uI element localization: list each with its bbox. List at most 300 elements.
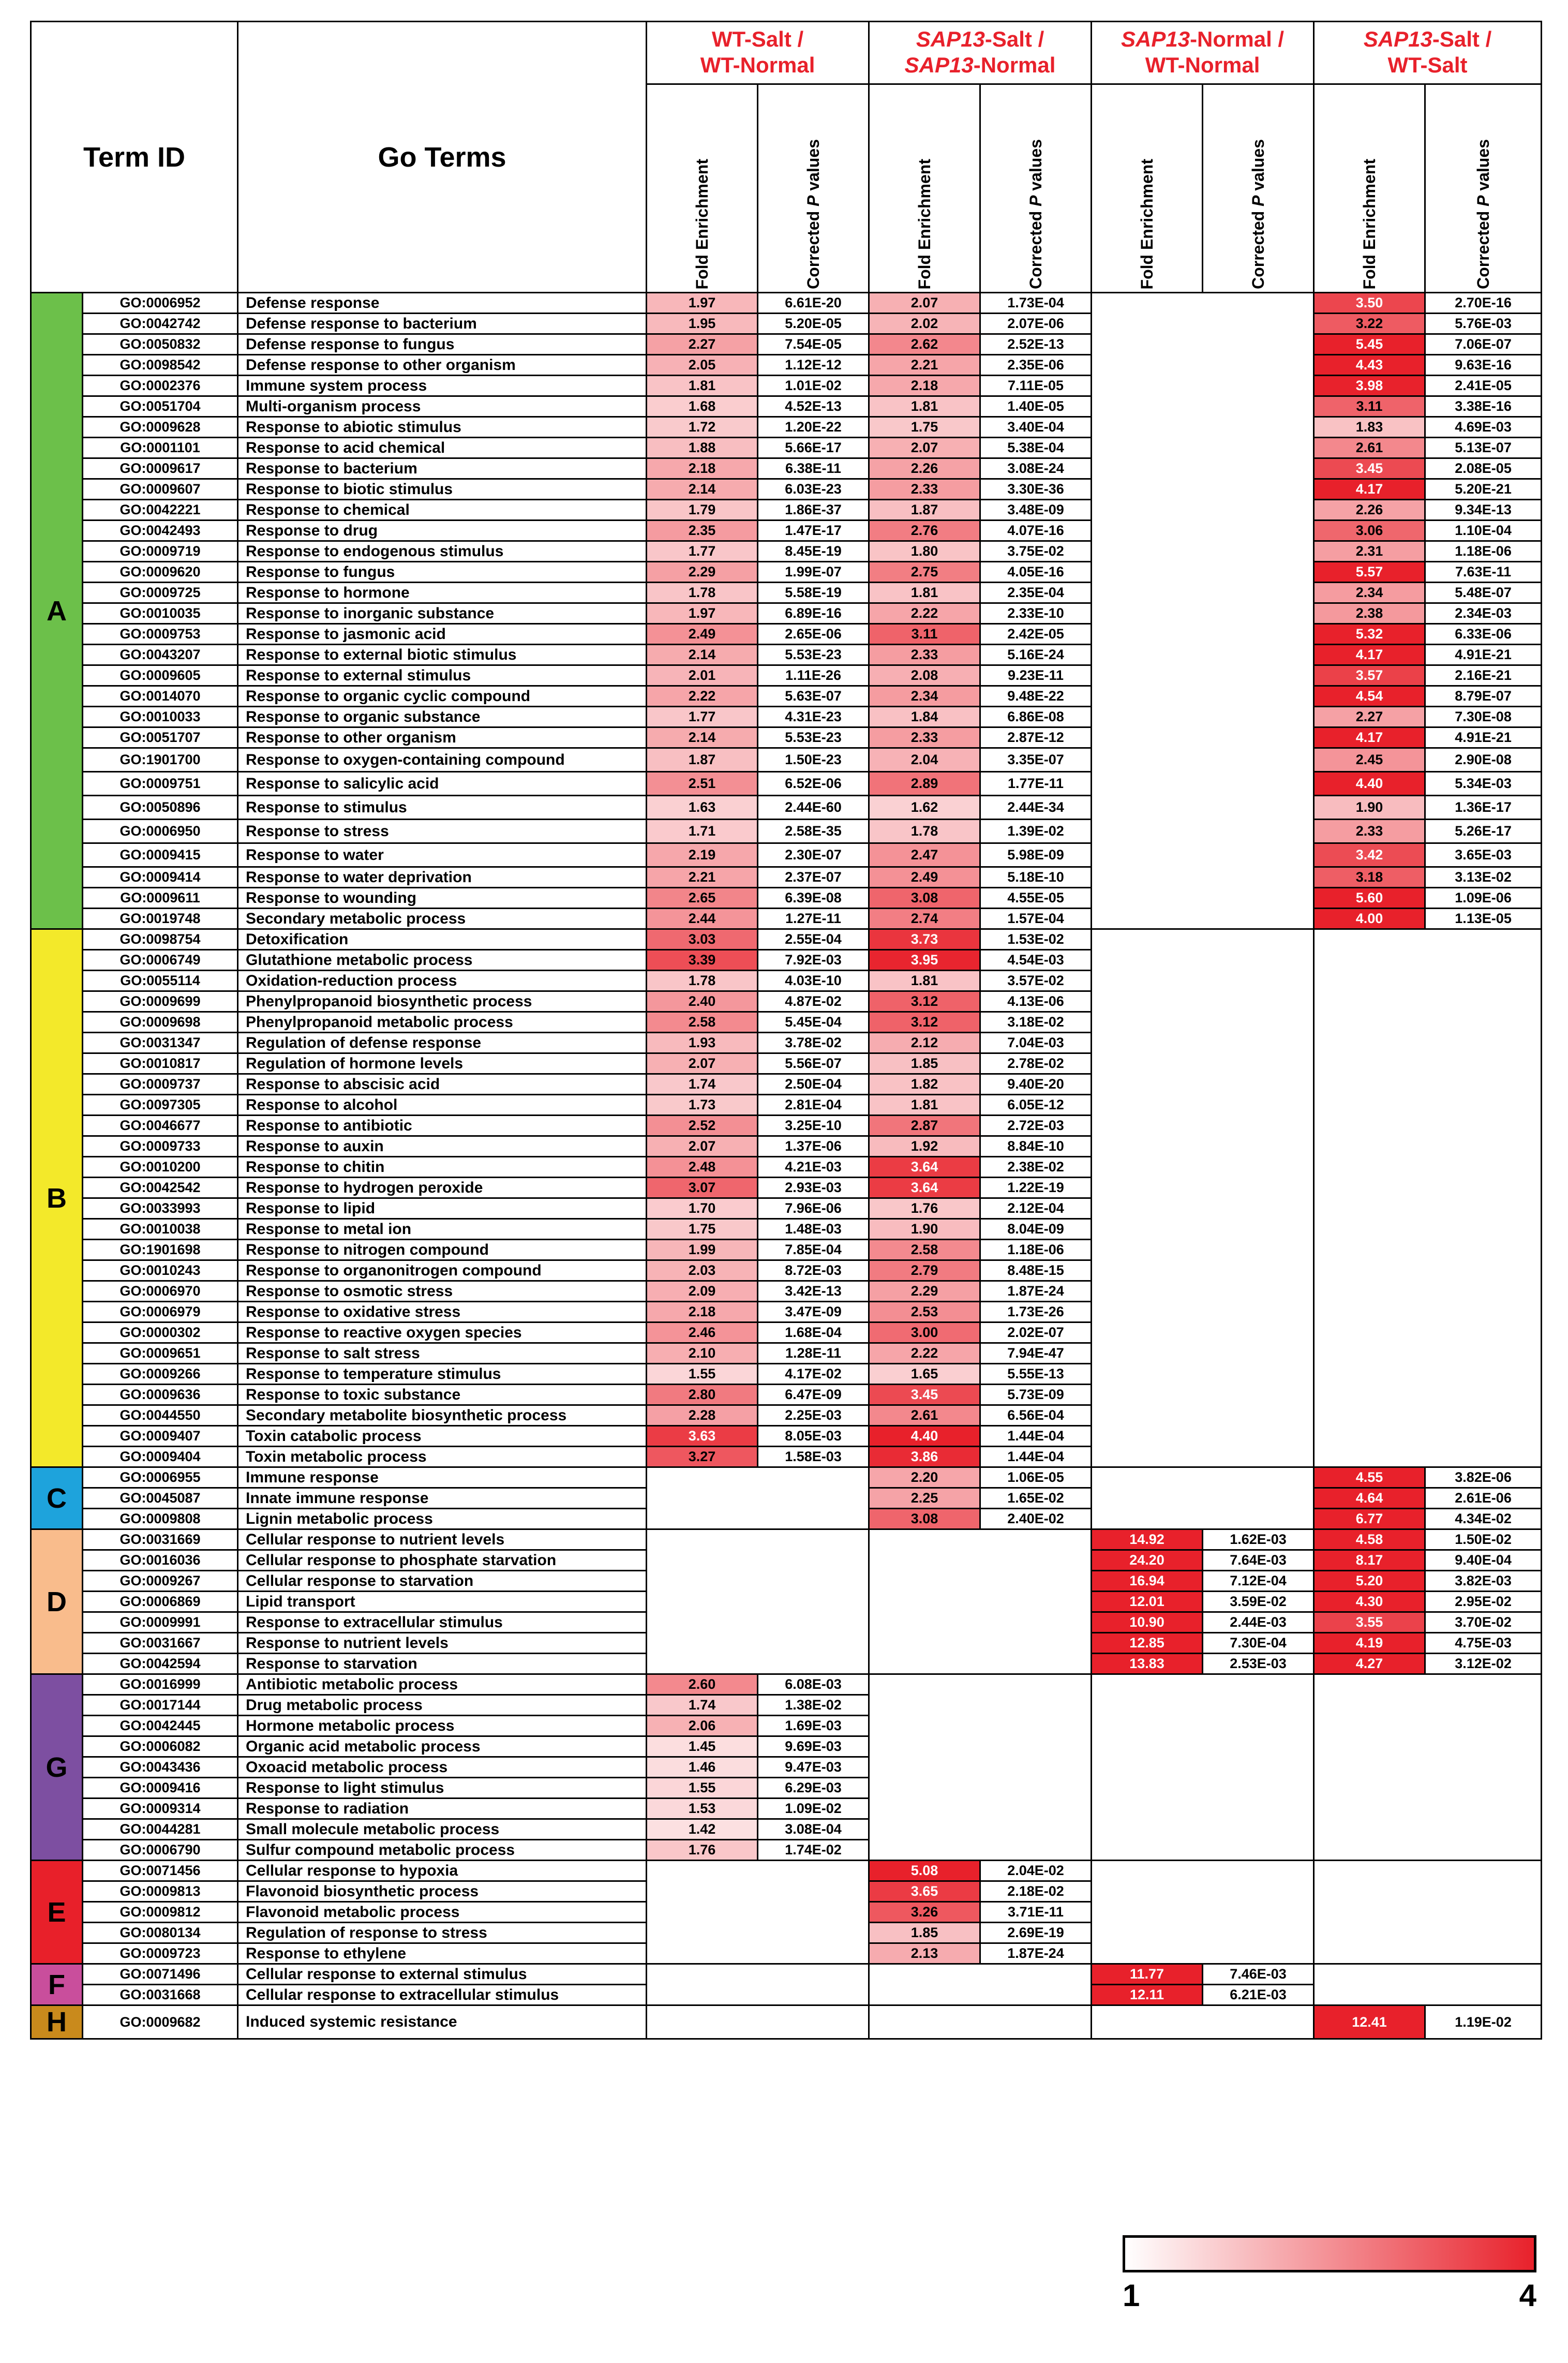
corrected-p-value: 1.09E-06 (1425, 888, 1542, 909)
term-id: GO:0009723 (83, 1943, 238, 1964)
corrected-p-value: 7.11E-05 (980, 376, 1092, 396)
corrected-p-value: 2.35E-06 (980, 355, 1092, 376)
go-enrichment-table-wrapper (30, 21, 1541, 2040)
table-row (31, 2005, 1542, 2039)
fold-enrichment-value: 1.68 (647, 396, 758, 417)
corrected-p-value: 1.53E-02 (980, 929, 1092, 950)
corrected-p-value: 2.95E-02 (1425, 1592, 1542, 1612)
corrected-p-value: 5.20E-05 (758, 314, 869, 334)
corrected-p-value: 6.61E-20 (758, 293, 869, 314)
fold-enrichment-value: 12.11 (1092, 1985, 1203, 2005)
go-term: Response to chitin (238, 1157, 647, 1178)
corrected-p-value: 7.96E-06 (758, 1198, 869, 1219)
go-term: Response to toxic substance (238, 1385, 647, 1405)
empty-block (647, 2005, 869, 2039)
empty-block (1092, 293, 1314, 929)
fold-enrichment-value: 2.44 (647, 909, 758, 929)
fold-enrichment-value: 4.55 (1314, 1467, 1425, 1488)
fold-enrichment-value: 1.84 (869, 707, 980, 727)
corrected-p-value: 1.44E-04 (980, 1426, 1092, 1447)
fold-enrichment-value: 1.74 (647, 1074, 758, 1095)
fold-enrichment-value: 2.07 (869, 438, 980, 458)
fold-enrichment-value: 1.81 (869, 583, 980, 603)
corrected-p-value: 4.75E-03 (1425, 1633, 1542, 1654)
corrected-p-value: 7.94E-47 (980, 1343, 1092, 1364)
corrected-p-value: 2.33E-10 (980, 603, 1092, 624)
fold-enrichment-value: 2.04 (869, 748, 980, 772)
fold-enrichment-value: 12.01 (1092, 1592, 1203, 1612)
corrected-p-value: 2.12E-04 (980, 1198, 1092, 1219)
table-row (31, 500, 1542, 521)
corrected-p-value: 1.01E-02 (758, 376, 869, 396)
fold-enrichment-value: 2.33 (869, 479, 980, 500)
term-id: GO:0042542 (83, 1178, 238, 1198)
fold-enrichment-value: 3.08 (869, 1509, 980, 1529)
category-a: A (31, 293, 83, 929)
corrected-p-value: 7.04E-03 (980, 1033, 1092, 1053)
fold-enrichment-value: 2.76 (869, 521, 980, 541)
empty-block (869, 1529, 1092, 1674)
fold-enrichment-value: 6.77 (1314, 1509, 1425, 1529)
corrected-p-value: 1.58E-03 (758, 1447, 869, 1467)
go-term: Response to osmotic stress (238, 1281, 647, 1302)
term-id: GO:0009812 (83, 1902, 238, 1923)
term-id: GO:0009813 (83, 1881, 238, 1902)
corrected-p-value: 4.03E-10 (758, 971, 869, 991)
corrected-p-value: 3.47E-09 (758, 1302, 869, 1322)
go-term: Cellular response to phosphate starvation (238, 1550, 647, 1571)
corrected-p-value: 5.18E-10 (980, 867, 1092, 888)
go-term: Response to water (238, 843, 647, 867)
corrected-p-value: 2.35E-04 (980, 583, 1092, 603)
term-id: GO:0010817 (83, 1053, 238, 1074)
corrected-p-value: 9.69E-03 (758, 1736, 869, 1757)
corrected-p-value: 1.12E-12 (758, 355, 869, 376)
corrected-p-value: 5.34E-03 (1425, 772, 1542, 796)
corrected-p-value: 1.74E-02 (758, 1840, 869, 1861)
fold-enrichment-value: 2.27 (647, 334, 758, 355)
fold-enrichment-value: 2.10 (647, 1343, 758, 1364)
category-b: B (31, 929, 83, 1467)
table-row (31, 1861, 1542, 1881)
go-term: Secondary metabolite biosynthetic process (238, 1405, 647, 1426)
go-term: Toxin metabolic process (238, 1447, 647, 1467)
go-term: Response to radiation (238, 1799, 647, 1819)
corrected-p-value: 1.87E-24 (980, 1281, 1092, 1302)
table-row (31, 686, 1542, 707)
term-id: GO:0031667 (83, 1633, 238, 1654)
go-term: Response to water deprivation (238, 867, 647, 888)
corrected-p-value: 6.89E-16 (758, 603, 869, 624)
term-id: GO:0031347 (83, 1033, 238, 1053)
go-terms-header: Go Terms (238, 22, 647, 293)
corrected-p-value: 7.54E-05 (758, 334, 869, 355)
corrected-p-value: 1.50E-23 (758, 748, 869, 772)
term-id: GO:0009605 (83, 665, 238, 686)
term-id: GO:0009267 (83, 1571, 238, 1592)
fold-enrichment-value: 2.49 (647, 624, 758, 645)
corrected-p-header (758, 84, 869, 293)
fold-enrichment-value: 2.52 (647, 1116, 758, 1136)
corrected-p-value: 9.40E-04 (1425, 1550, 1542, 1571)
corrected-p-value: 3.08E-04 (758, 1819, 869, 1840)
corrected-p-value: 1.27E-11 (758, 909, 869, 929)
fold-enrichment-value: 3.03 (647, 929, 758, 950)
empty-block (1314, 1964, 1542, 2005)
corrected-p-value: 1.73E-04 (980, 293, 1092, 314)
corrected-p-label: Corrected P values (1474, 139, 1493, 289)
corrected-p-value: 5.76E-03 (1425, 314, 1542, 334)
comparison-header: SAP13-Salt / SAP13-Normal (869, 22, 1092, 84)
table-row (31, 334, 1542, 355)
fold-enrichment-value: 1.99 (647, 1240, 758, 1260)
fold-enrichment-value: 2.12 (869, 1033, 980, 1053)
corrected-p-value: 5.66E-17 (758, 438, 869, 458)
table-row (31, 909, 1542, 929)
fold-enrichment-value: 1.83 (1314, 417, 1425, 438)
corrected-p-label: Corrected P values (1249, 139, 1268, 289)
term-id: GO:0019748 (83, 909, 238, 929)
table-row (31, 314, 1542, 334)
fold-enrichment-value: 2.61 (869, 1405, 980, 1426)
fold-enrichment-value: 3.27 (647, 1447, 758, 1467)
go-term: Innate immune response (238, 1488, 647, 1509)
corrected-p-value: 4.52E-13 (758, 396, 869, 417)
corrected-p-value: 1.06E-05 (980, 1467, 1092, 1488)
term-id: GO:0009611 (83, 888, 238, 909)
fold-enrichment-label: Fold Enrichment (1138, 158, 1157, 289)
term-id: GO:0010035 (83, 603, 238, 624)
corrected-p-value: 9.63E-16 (1425, 355, 1542, 376)
fold-enrichment-value: 2.58 (647, 1012, 758, 1033)
table-row (31, 624, 1542, 645)
term-id: GO:0010200 (83, 1157, 238, 1178)
fold-enrichment-value: 1.81 (869, 1095, 980, 1116)
go-term: Response to extracellular stimulus (238, 1612, 647, 1633)
fold-enrichment-value: 3.95 (869, 950, 980, 971)
corrected-p-value: 2.40E-02 (980, 1509, 1092, 1529)
fold-enrichment-value: 2.34 (1314, 583, 1425, 603)
fold-enrichment-value: 2.21 (869, 355, 980, 376)
fold-enrichment-value: 1.46 (647, 1757, 758, 1778)
fold-enrichment-value: 1.85 (869, 1053, 980, 1074)
go-term: Response to salicylic acid (238, 772, 647, 796)
fold-enrichment-label: Fold Enrichment (693, 158, 712, 289)
corrected-p-value: 3.75E-02 (980, 541, 1092, 562)
corrected-p-value: 7.64E-03 (1203, 1550, 1314, 1571)
term-id: GO:0006790 (83, 1840, 238, 1861)
corrected-p-value: 3.48E-09 (980, 500, 1092, 521)
category-h: H (31, 2005, 83, 2039)
table-row (31, 479, 1542, 500)
term-id: GO:0006950 (83, 820, 238, 843)
table-row (31, 1529, 1542, 1550)
empty-block (869, 2005, 1092, 2039)
term-id: GO:0051707 (83, 727, 238, 748)
go-term: Multi-organism process (238, 396, 647, 417)
corrected-p-value: 5.38E-04 (980, 438, 1092, 458)
term-id: GO:0042221 (83, 500, 238, 521)
corrected-p-value: 1.73E-26 (980, 1302, 1092, 1322)
term-id: GO:0009733 (83, 1136, 238, 1157)
term-id: GO:0009620 (83, 562, 238, 583)
empty-block (1092, 2005, 1314, 2039)
term-id: GO:0006979 (83, 1302, 238, 1322)
corrected-p-value: 4.05E-16 (980, 562, 1092, 583)
legend-max-label: 4 (1519, 2278, 1536, 2313)
fold-enrichment-value: 2.05 (647, 355, 758, 376)
term-id: GO:0033993 (83, 1198, 238, 1219)
corrected-p-value: 3.65E-03 (1425, 843, 1542, 867)
term-id: GO:0006970 (83, 1281, 238, 1302)
table-row (31, 541, 1542, 562)
fold-enrichment-value: 2.02 (869, 314, 980, 334)
empty-block (1092, 1674, 1314, 1861)
fold-enrichment-header (1092, 84, 1203, 293)
corrected-p-value: 1.44E-04 (980, 1447, 1092, 1467)
fold-enrichment-value: 2.47 (869, 843, 980, 867)
term-id: GO:0050896 (83, 796, 238, 820)
corrected-p-value: 1.99E-07 (758, 562, 869, 583)
fold-enrichment-value: 4.43 (1314, 355, 1425, 376)
go-term: Response to bacterium (238, 458, 647, 479)
corrected-p-value: 1.36E-17 (1425, 796, 1542, 820)
fold-enrichment-value: 3.86 (869, 1447, 980, 1467)
corrected-p-value: 2.18E-02 (980, 1881, 1092, 1902)
go-term: Response to lipid (238, 1198, 647, 1219)
corrected-p-value: 2.44E-34 (980, 796, 1092, 820)
fold-enrichment-value: 2.07 (647, 1136, 758, 1157)
corrected-p-value: 1.20E-22 (758, 417, 869, 438)
corrected-p-value: 4.13E-06 (980, 991, 1092, 1012)
go-term: Defense response to fungus (238, 334, 647, 355)
color-scale-legend (1123, 2235, 1536, 2313)
corrected-p-value: 2.52E-13 (980, 334, 1092, 355)
empty-block (869, 1674, 1092, 1861)
go-term: Defense response to other organism (238, 355, 647, 376)
fold-enrichment-value: 2.01 (647, 665, 758, 686)
go-term: Response to light stimulus (238, 1778, 647, 1799)
corrected-p-value: 6.47E-09 (758, 1385, 869, 1405)
fold-enrichment-value: 4.40 (1314, 772, 1425, 796)
fold-enrichment-value: 3.45 (869, 1385, 980, 1405)
fold-enrichment-value: 2.18 (869, 376, 980, 396)
fold-enrichment-value: 1.87 (869, 500, 980, 521)
go-term: Response to wounding (238, 888, 647, 909)
term-id: GO:0071456 (83, 1861, 238, 1881)
go-term: Toxin catabolic process (238, 1426, 647, 1447)
corrected-p-value: 6.29E-03 (758, 1778, 869, 1799)
fold-enrichment-value: 2.58 (869, 1240, 980, 1260)
go-term: Response to hydrogen peroxide (238, 1178, 647, 1198)
fold-enrichment-value: 5.32 (1314, 624, 1425, 645)
corrected-p-value: 1.62E-03 (1203, 1529, 1314, 1550)
empty-block (1314, 1861, 1542, 1964)
go-term: Lignin metabolic process (238, 1509, 647, 1529)
corrected-p-value: 7.12E-04 (1203, 1571, 1314, 1592)
corrected-p-value: 9.23E-11 (980, 665, 1092, 686)
fold-enrichment-value: 3.55 (1314, 1612, 1425, 1633)
comparison-header: WT-Salt / WT-Normal (647, 22, 869, 84)
fold-enrichment-value: 2.62 (869, 334, 980, 355)
go-term: Response to antibiotic (238, 1116, 647, 1136)
term-id: GO:0009725 (83, 583, 238, 603)
corrected-p-value: 5.48E-07 (1425, 583, 1542, 603)
go-term: Response to reactive oxygen species (238, 1322, 647, 1343)
fold-enrichment-value: 3.64 (869, 1157, 980, 1178)
fold-enrichment-value: 2.03 (647, 1260, 758, 1281)
corrected-p-value: 9.48E-22 (980, 686, 1092, 707)
term-id: GO:0001101 (83, 438, 238, 458)
go-term: Response to ethylene (238, 1943, 647, 1964)
go-term: Response to drug (238, 521, 647, 541)
term-id: GO:0016036 (83, 1550, 238, 1571)
corrected-p-value: 1.28E-11 (758, 1343, 869, 1364)
table-row (31, 929, 1542, 950)
corrected-p-value: 5.56E-07 (758, 1053, 869, 1074)
go-term: Response to endogenous stimulus (238, 541, 647, 562)
corrected-p-value: 4.54E-03 (980, 950, 1092, 971)
corrected-p-value: 8.45E-19 (758, 541, 869, 562)
fold-enrichment-value: 5.60 (1314, 888, 1425, 909)
fold-enrichment-value: 1.97 (647, 603, 758, 624)
go-term: Response to inorganic substance (238, 603, 647, 624)
fold-enrichment-value: 3.42 (1314, 843, 1425, 867)
fold-enrichment-value: 2.06 (647, 1716, 758, 1736)
table-row (31, 1467, 1542, 1488)
corrected-p-value: 1.37E-06 (758, 1136, 869, 1157)
table-row (31, 1674, 1542, 1695)
fold-enrichment-value: 2.65 (647, 888, 758, 909)
corrected-p-value: 1.39E-02 (980, 820, 1092, 843)
go-term: Cellular response to extracellular stimulus (238, 1985, 647, 2005)
empty-block (1092, 929, 1314, 1467)
go-enrichment-table (30, 21, 1542, 2040)
fold-enrichment-value: 4.17 (1314, 645, 1425, 665)
corrected-p-value: 6.38E-11 (758, 458, 869, 479)
fold-enrichment-value: 1.82 (869, 1074, 980, 1095)
fold-enrichment-value: 1.78 (647, 583, 758, 603)
go-term: Response to salt stress (238, 1343, 647, 1364)
category-f: F (31, 1964, 83, 2005)
comparison-header: SAP13-Salt / WT-Salt (1314, 22, 1542, 84)
fold-enrichment-value: 3.57 (1314, 665, 1425, 686)
corrected-p-value: 2.34E-03 (1425, 603, 1542, 624)
fold-enrichment-value: 5.20 (1314, 1571, 1425, 1592)
corrected-p-value: 5.53E-23 (758, 727, 869, 748)
corrected-p-value: 1.40E-05 (980, 396, 1092, 417)
fold-enrichment-value: 1.80 (869, 541, 980, 562)
fold-enrichment-value: 2.51 (647, 772, 758, 796)
corrected-p-value: 7.63E-11 (1425, 562, 1542, 583)
table-row (31, 438, 1542, 458)
corrected-p-value: 5.98E-09 (980, 843, 1092, 867)
go-term: Response to external biotic stimulus (238, 645, 647, 665)
term-id: GO:0046677 (83, 1116, 238, 1136)
corrected-p-value: 6.05E-12 (980, 1095, 1092, 1116)
term-id: GO:0006082 (83, 1736, 238, 1757)
term-id-header: Term ID (31, 22, 238, 293)
go-term: Secondary metabolic process (238, 909, 647, 929)
fold-enrichment-value: 13.83 (1092, 1654, 1203, 1674)
fold-enrichment-value: 3.07 (647, 1178, 758, 1198)
term-id: GO:0043207 (83, 645, 238, 665)
fold-enrichment-value: 1.75 (869, 417, 980, 438)
term-id: GO:0071496 (83, 1964, 238, 1985)
term-id: GO:0009682 (83, 2005, 238, 2039)
fold-enrichment-value: 3.11 (869, 624, 980, 645)
fold-enrichment-value: 2.38 (1314, 603, 1425, 624)
fold-enrichment-value: 1.45 (647, 1736, 758, 1757)
empty-block (1314, 1674, 1542, 1861)
fold-enrichment-value: 1.90 (869, 1219, 980, 1240)
fold-enrichment-value: 2.53 (869, 1302, 980, 1322)
go-term: Response to oxidative stress (238, 1302, 647, 1322)
corrected-p-value: 1.77E-11 (980, 772, 1092, 796)
empty-block (869, 1964, 1092, 2005)
term-id: GO:0006869 (83, 1592, 238, 1612)
term-id: GO:0010038 (83, 1219, 238, 1240)
fold-enrichment-value: 1.75 (647, 1219, 758, 1240)
go-term: Detoxification (238, 929, 647, 950)
corrected-p-value: 4.91E-21 (1425, 727, 1542, 748)
fold-enrichment-value: 2.29 (647, 562, 758, 583)
fold-enrichment-value: 1.71 (647, 820, 758, 843)
corrected-p-value: 4.21E-03 (758, 1157, 869, 1178)
fold-enrichment-value: 3.22 (1314, 314, 1425, 334)
corrected-p-value: 2.53E-03 (1203, 1654, 1314, 1674)
fold-enrichment-value: 1.77 (647, 541, 758, 562)
fold-enrichment-value: 2.20 (869, 1467, 980, 1488)
term-id: GO:0006749 (83, 950, 238, 971)
corrected-p-value: 4.07E-16 (980, 521, 1092, 541)
term-id: GO:0009415 (83, 843, 238, 867)
fold-enrichment-value: 1.42 (647, 1819, 758, 1840)
fold-enrichment-value: 3.12 (869, 991, 980, 1012)
fold-enrichment-value: 1.76 (647, 1840, 758, 1861)
fold-enrichment-value: 3.06 (1314, 521, 1425, 541)
corrected-p-value: 9.34E-13 (1425, 500, 1542, 521)
fold-enrichment-value: 2.40 (647, 991, 758, 1012)
corrected-p-value: 3.35E-07 (980, 748, 1092, 772)
term-id: GO:0009628 (83, 417, 238, 438)
term-id: GO:0009751 (83, 772, 238, 796)
corrected-p-value: 1.09E-02 (758, 1799, 869, 1819)
table-row (31, 645, 1542, 665)
corrected-p-value: 7.30E-04 (1203, 1633, 1314, 1654)
corrected-p-value: 7.92E-03 (758, 950, 869, 971)
corrected-p-value: 3.30E-36 (980, 479, 1092, 500)
term-id: GO:0006952 (83, 293, 238, 314)
fold-enrichment-value: 1.87 (647, 748, 758, 772)
fold-enrichment-value: 4.54 (1314, 686, 1425, 707)
fold-enrichment-value: 1.72 (647, 417, 758, 438)
fold-enrichment-value: 1.81 (869, 396, 980, 417)
corrected-p-value: 1.48E-03 (758, 1219, 869, 1240)
go-term: Response to temperature stimulus (238, 1364, 647, 1385)
fold-enrichment-value: 11.77 (1092, 1964, 1203, 1985)
fold-enrichment-value: 3.08 (869, 888, 980, 909)
corrected-p-value: 1.38E-02 (758, 1695, 869, 1716)
empty-block (647, 1529, 869, 1674)
fold-enrichment-value: 24.20 (1092, 1550, 1203, 1571)
go-term: Cellular response to external stimulus (238, 1964, 647, 1985)
corrected-p-header (980, 84, 1092, 293)
corrected-p-value: 1.18E-06 (1425, 541, 1542, 562)
term-id: GO:0014070 (83, 686, 238, 707)
corrected-p-value: 1.57E-04 (980, 909, 1092, 929)
fold-enrichment-value: 2.19 (647, 843, 758, 867)
